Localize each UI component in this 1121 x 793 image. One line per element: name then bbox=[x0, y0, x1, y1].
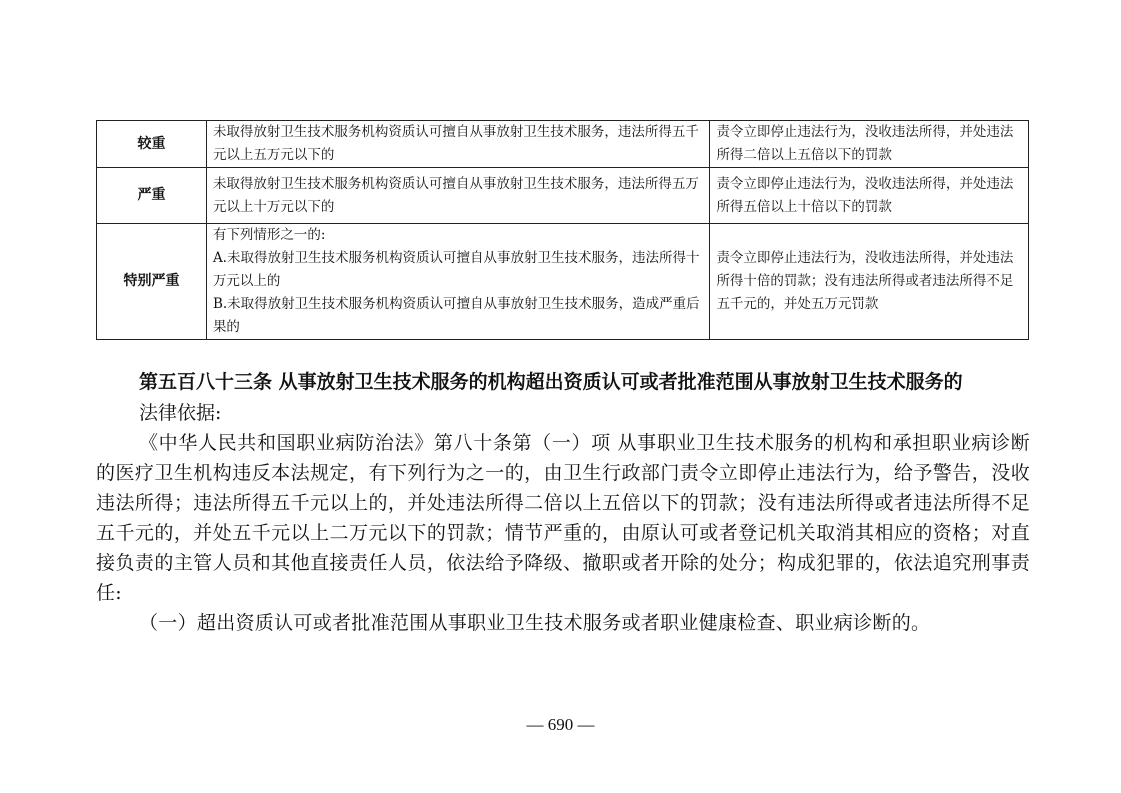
page-number: — 690 — bbox=[526, 715, 595, 734]
condition-item-b-text: B.未取得放射卫生技术服务机构资质认可擅自从事放射卫生技术服务，造成严重后果的 bbox=[212, 296, 700, 335]
article-title: 第五百八十三条 从事放射卫生技术服务的机构超出资质认可或者批准范围从事放射卫生技术服务的 bbox=[139, 371, 963, 393]
table-row bbox=[97, 224, 1029, 340]
legal-basis-label: 法律依据: bbox=[139, 402, 222, 424]
article-section bbox=[96, 368, 1030, 638]
legal-basis-paragraph: 《中华人民共和国职业病防治法》第八十条第（一）项 从事职业卫生技术服务的机构和承担职业病诊断的医疗卫生机构违反本法规定，有下列行为之一的，由卫生行政部门责令立即停止违法行为，给予警告，没收违法所得；违法所得五千元以上的，并处违法所得二倍以上五倍以下的罚款；没有违法所得或者违法所得不足五千元的，并处五千元以上二万元以下的罚款；情节严重的，由原认可或者登记机关取消其相应的资格；对直接负责的主管人员和其他直接责任人员，依法给予降级、撤职或者开除的处分；构成犯罪的，依法追究刑事责任: bbox=[96, 432, 1030, 604]
penalty-cell bbox=[710, 168, 1029, 224]
penalty-text: 责令立即停止违法行为，没收违法所得，并处违法所得五倍以上十倍以下的罚款 bbox=[716, 175, 1014, 215]
penalty-table bbox=[96, 120, 1029, 340]
condition-intro-text: 有下列情形之一的: bbox=[212, 227, 326, 243]
condition-item-a-text: A.未取得放射卫生技术服务机构资质认可擅自从事放射卫生技术服务，违法所得十万元以上的 bbox=[212, 250, 700, 289]
condition-text: 未取得放射卫生技术服务机构资质认可擅自从事放射卫生技术服务，违法所得五千元以上五万元以下的 bbox=[212, 124, 699, 163]
table-row bbox=[97, 121, 1029, 168]
penalty-cell bbox=[710, 121, 1029, 168]
severity-level-cell: 严重 bbox=[97, 168, 207, 224]
violation-condition-cell bbox=[206, 224, 710, 340]
penalty-cell bbox=[710, 224, 1029, 340]
violation-condition-cell bbox=[206, 121, 710, 168]
table-row bbox=[97, 168, 1029, 224]
condition-text: 未取得放射卫生技术服务机构资质认可擅自从事放射卫生技术服务，违法所得五万元以上十万元以下的 bbox=[212, 175, 699, 215]
severity-level-cell: 较重 bbox=[97, 121, 207, 168]
penalty-text: 责令立即停止违法行为，没收违法所得，并处违法所得十倍的罚款；没有违法所得或者违法所得不足五千元的，并处五万元罚款 bbox=[716, 250, 1014, 312]
penalty-text: 责令立即停止违法行为，没收违法所得，并处违法所得二倍以上五倍以下的罚款 bbox=[716, 124, 1014, 163]
violation-condition-cell bbox=[206, 168, 710, 224]
legal-basis-item: （一）超出资质认可或者批准范围从事职业卫生技术服务或者职业健康检查、职业病诊断的。 bbox=[139, 612, 931, 634]
severity-level-cell: 特别严重 bbox=[97, 224, 207, 340]
